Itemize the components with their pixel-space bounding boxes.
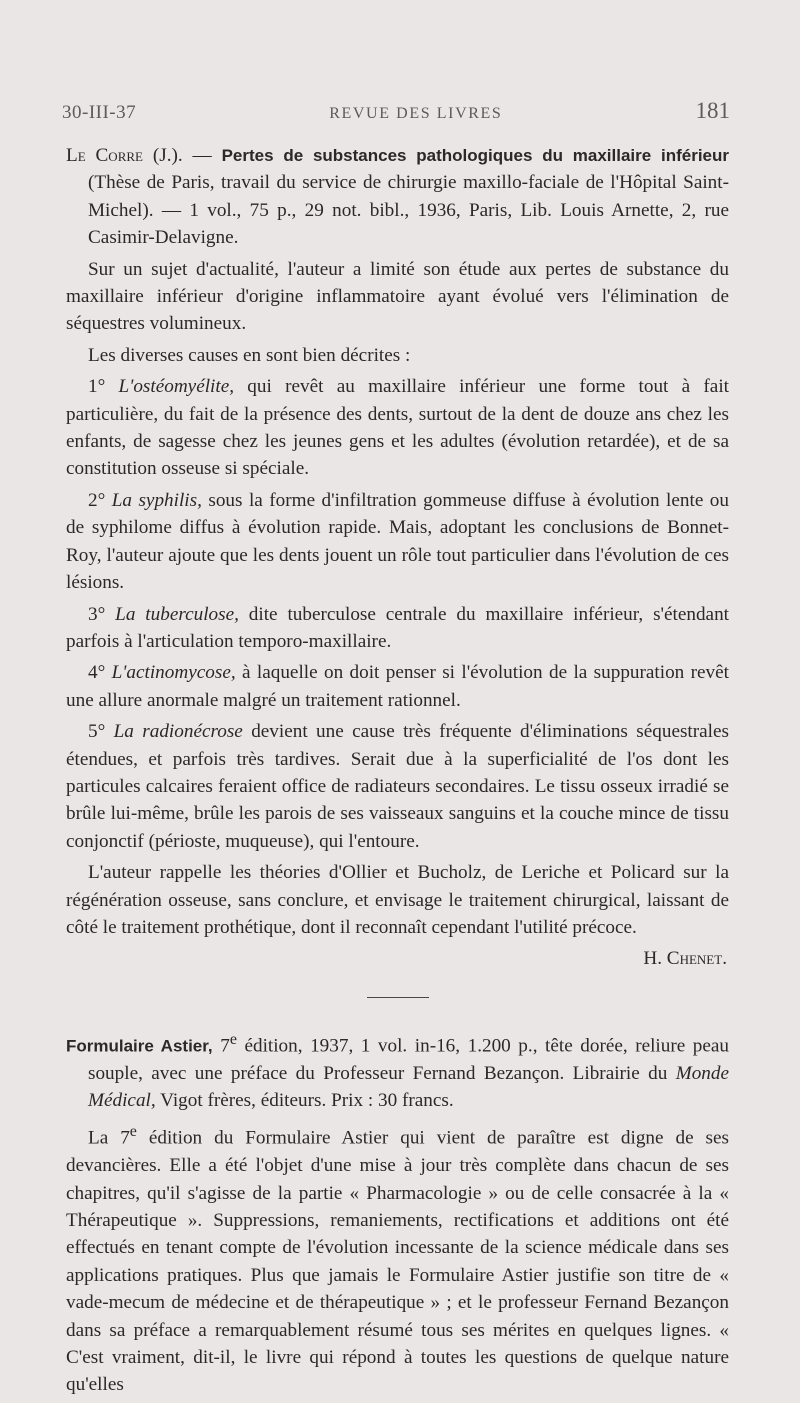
review1-signature-line <box>66 945 729 972</box>
review1-list-item: 2° La syphilis, sous la forme d'infiltration gommeuse diffuse à évolution lente ou de syphilome diffus à évolution rapide. Mais, adoptant les conclusions de Bonnet-Roy, l'auteur ajoute que les dents jouent un rôle tout particulier dans l'évolution de ces lésions. <box>66 489 729 594</box>
review2-paragraph: La 7e édition du Formulaire Astier qui vient de paraître est digne de ses devancières. Elle a été l'objet d'une mise à jour très complète dans chacun de ses chapitres, qu'il s'agisse de la partie « Pharmacologie » ou de celle consacrée à la « Thérapeutique ». Suppressions, remaniements, rectifications et additions ont été effectués en tenant compte de l'évolution incessante de la science médicale dans ses applications pratiques. Plus que jamais le Formulaire Astier justifie son titre de « vade-mecum de médecine et de thérapeutique » ; et le professeur Fernand Bezançon dans sa préface a remarquablement résumé tous ses mérites en quelques lignes. « C'est vraiment, dit-il, le livre qui répond à toutes les questions de quelque nature qu'elles <box>66 1123 729 1396</box>
review1-author: Le Corre (J.). <box>66 145 183 166</box>
review1-signature: H. Chenet. <box>643 948 727 970</box>
review1-list-item: 5° La radionécrose devient une cause très fréquente d'éliminations séquestrales étendues, et parfois très tardives. Serait due à la superficialité de l'os dont les particules calcaires feraient office de radiateurs secondaires. Le tissu osseux irradié se brûle lui-même, brûle les parois de ses vaisseaux sanguins et la couche mince de tissu conjonctif (périoste, muqueuse), qui l'entoure. <box>66 721 729 852</box>
review1-list-item: 1° L'ostéomyélite, qui revêt au maxillaire inférieur une forme tout à fait particulière, du fait de la présence des dents, surtout de la dent de douze ans chez les enfants, de sagesse chez les jeunes gens et les adultes (évolution retardée), et de sa constitution osseuse si spéciale. <box>66 376 729 480</box>
review1-paragraph: Les diverses causes en sont bien décrites : <box>88 344 411 366</box>
review1-list-item: 4° L'actinomycose, à laquelle on doit penser si l'évolution de la suppuration revêt une allure anormale malgré un traitement rationnel. <box>66 662 729 711</box>
header-title: REVUE DES LIVRES <box>329 105 503 122</box>
review1-details: (Thèse de Paris, travail du service de chirurgie maxillo-faciale de l'Hôpital Saint-Michel). — 1 vol., 75 p., 29 not. bibl., 1936, Paris, Lib. Louis Arnette, 2, rue Casimir-Delavigne. <box>88 172 729 249</box>
review1-citation: Le Corre (J.). — Pertes de substances pathologiques du maxillaire inférieur (Thèse de Paris, travail du service de chirurgie maxillo-faciale de l'Hôpital Saint-Michel). — 1 vol., 75 p., 29 not. bibl., 1936, Paris, Lib. Louis Arnette, 2, rue Casimir-Delavigne. <box>66 145 729 249</box>
review1-list-item: 3° La tuberculose, dite tuberculose centrale du maxillaire inférieur, s'étendant parfois à l'articulation temporo-maxillaire. <box>66 603 729 652</box>
page-body <box>66 142 729 1403</box>
page-number: 181 <box>695 98 730 123</box>
header-date: 30-III-37 <box>62 102 137 123</box>
review2-publisher: Monde Médical, <box>88 1062 729 1111</box>
running-header <box>62 98 730 124</box>
review1-title: Pertes de substances pathologiques du maxillaire inférieur <box>221 146 729 165</box>
review2-citation: Formulaire Astier, 7e édition, 1937, 1 vol. in-16, 1.200 p., tête dorée, reliure peau souple, avec une préface du Professeur Fernand Bezançon. Librairie du Monde Médical, Vigot frères, éditeurs. Prix : 30 francs. <box>66 1030 730 1111</box>
review2-title: Formulaire Astier, <box>66 1036 213 1056</box>
review1-paragraph: L'auteur rappelle les théories d'Ollier et Bucholz, de Leriche et Policard sur la régénération osseuse, sans conclure, et envisage le traitement chirurgical, laissant de côté le traitement prothétique, dont il reconnaît cependant l'utilité précoce. <box>66 862 729 938</box>
section-divider <box>367 997 429 998</box>
review1-paragraph: Sur un sujet d'actualité, l'auteur a limité son étude aux pertes de substance du maxillaire inférieur d'origine inflammatoire ayant évolué vers l'élimination de séquestres volumineux. <box>66 258 729 335</box>
